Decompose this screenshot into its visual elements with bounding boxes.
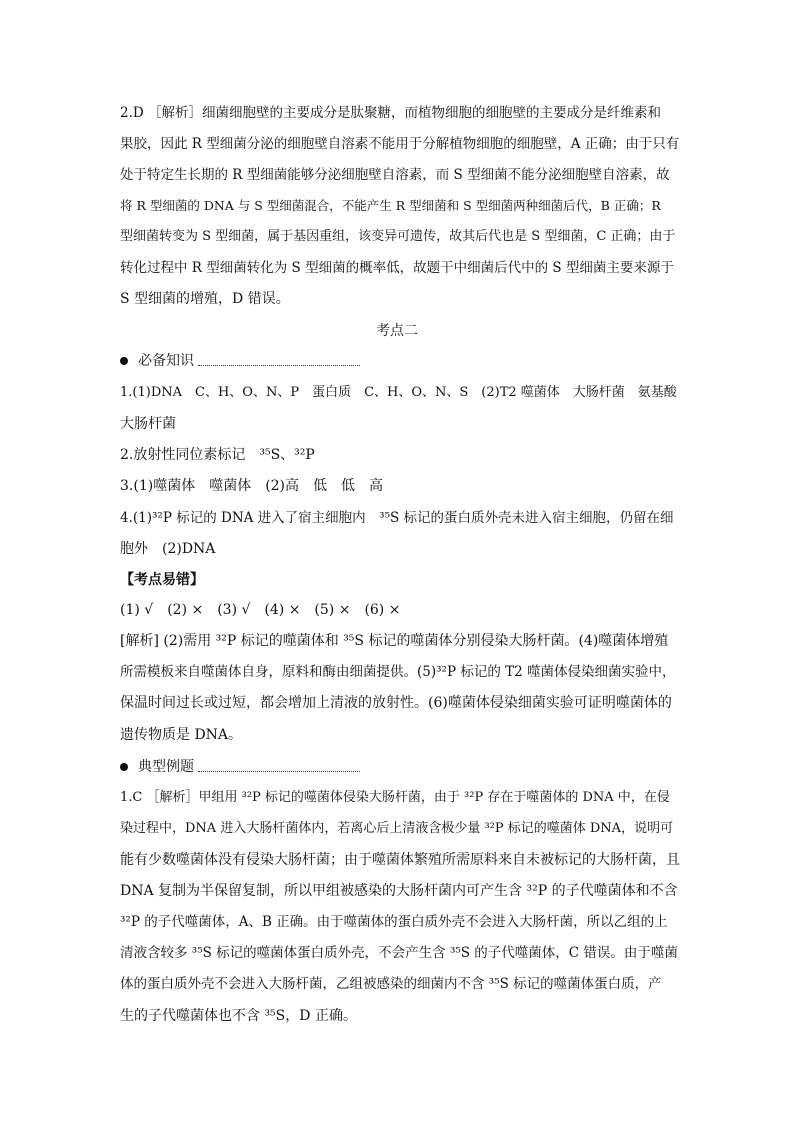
examples-heading	[120, 757, 360, 777]
knowledge-item-4: 4.(1)³²P 标记的 DNA 进入了宿主细胞内 ³⁵S 标记的蛋白质外壳未进入宿主细胞，仍留在细	[120, 510, 674, 526]
knowledge-item-1-cont: 大肠杆菌	[120, 416, 176, 432]
q2-line-5: 型细菌转变为 S 型细菌，属于基因重组，该变异可遗传，故其后代也是 S 型细菌，C 正确；由于	[120, 229, 676, 244]
knowledge-item-3: 3.(1)噬菌体 噬菌体 (2)高 低 低 高	[120, 478, 384, 494]
q2-line-1: 2.D ［解析］细菌细胞壁的主要成分是肽聚糖，而植物细胞的细胞壁的主要成分是纤维素和	[120, 105, 661, 121]
example-line-2: 染过程中，DNA 进入大肠杆菌体内，若离心后上清液含极少量 ³²P 标记的噬菌体 DNA，说明可	[120, 821, 674, 836]
example-line-5: ³²P 的子代噬菌体，A、B 正确。由于噬菌体的蛋白质外壳不会进入大肠杆菌，所以乙组的上	[120, 914, 668, 930]
knowledge-heading	[120, 351, 360, 371]
errors-heading: 【考点易错】	[120, 572, 204, 588]
errors-analysis-line-4: 遗传物质是 DNA。	[120, 727, 243, 743]
example-line-7: 体的蛋白质外壳不会进入大肠杆菌，乙组被感染的细菌内不含 ³⁵S 标记的噬菌体蛋白质，产	[120, 976, 662, 992]
examples-heading-label: 典型例题	[138, 759, 194, 775]
q2-line-6: 转化过程中 R 型细菌转化为 S 型细菌的概率低，故题干中细菌后代中的 S 型细菌主要来源于	[120, 260, 674, 276]
q2-line-2: 果胶，因此 R 型细菌分泌的细胞壁自溶素不能用于分解植物细胞的细胞壁，A 正确；由于只有	[120, 136, 680, 152]
example-line-4: DNA 复制为半保留复制，所以甲组被感染的大肠杆菌内可产生含 ³²P 的子代噬菌体和不含	[120, 883, 678, 899]
errors-analysis-line-3: 保温时间过长或过短，都会增加上清液的放射性。(6)噬菌体侵染细菌实验可证明噬菌体的	[120, 695, 672, 711]
knowledge-item-1: 1.(1)DNA C、H、O、N、P 蛋白质 C、H、O、N、S (2)T2 噬菌体 大肠杆菌 氨基酸	[120, 385, 677, 400]
example-line-3: 能有少数噬菌体没有侵染大肠杆菌；由于噬菌体繁殖所需原料来自未被标记的大肠杆菌，且	[120, 852, 680, 868]
knowledge-item-4-cont: 胞外 (2)DNA	[120, 541, 216, 557]
example-line-8: 生的子代噬菌体也不含 ³⁵S，D 正确。	[120, 1008, 357, 1024]
q2-line-4: 将 R 型细菌的 DNA 与 S 型细菌混合，不能产生 R 型细菌和 S 型细菌两种细菌后代，B 正确；R	[120, 198, 661, 213]
bullet-icon	[120, 763, 128, 771]
example-line-6: 清液含较多 ³⁵S 标记的噬菌体蛋白质外壳，不会产生含 ³⁵S 的子代噬菌体，C 错误。由于噬菌	[120, 945, 678, 961]
errors-analysis-line-2: 所需模板来自噬菌体自身，原料和酶由细菌提供。(5)³²P 标记的 T2 噬菌体侵染细菌实验中，	[120, 664, 676, 680]
q2-line-3: 处于特定生长期的 R 型细菌能够分泌细胞壁自溶素，而 S 型细菌不能分泌细胞壁自溶素，故	[120, 167, 670, 183]
knowledge-heading-label: 必备知识	[138, 353, 194, 369]
dotted-leader	[198, 771, 360, 772]
errors-answers: (1) √ (2) × (3) √ (4) × (5) × (6) ×	[120, 602, 401, 618]
knowledge-item-2: 2.放射性同位素标记 ³⁵S、³²P	[120, 447, 315, 463]
dotted-leader	[198, 365, 360, 366]
example-line-1: 1.C ［解析］甲组用 ³²P 标记的噬菌体侵染大肠杆菌，由于 ³²P 存在于噬菌体的 DNA 中，在侵	[120, 790, 670, 805]
bullet-icon	[120, 357, 128, 365]
errors-analysis-line-1: [解析] (2)需用 ³²P 标记的噬菌体和 ³⁵S 标记的噬菌体分别侵染大肠杆菌。(4)噬菌体增殖	[120, 633, 669, 649]
q2-line-7: S 型细菌的增殖，D 错误。	[120, 291, 290, 307]
section-title: 考点二	[376, 323, 418, 339]
